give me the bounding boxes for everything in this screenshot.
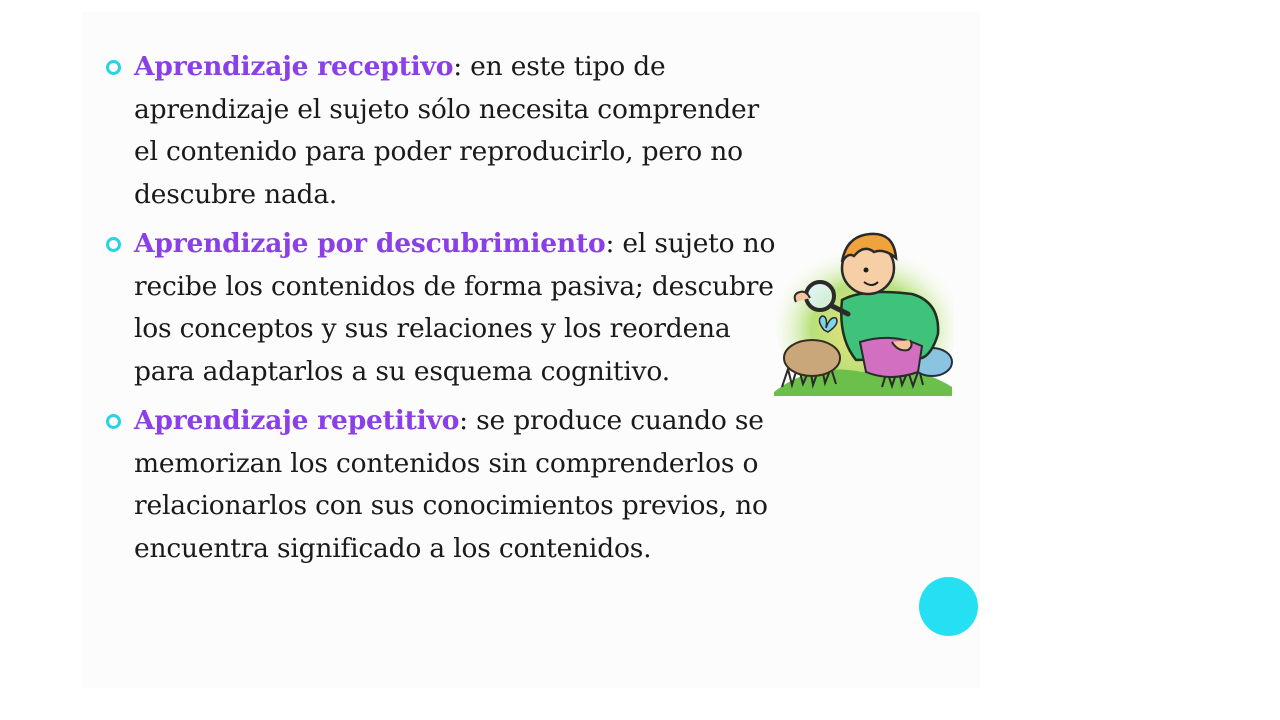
hollow-circle-bullet-icon [106, 414, 121, 429]
cyan-dot-icon [919, 577, 978, 636]
hollow-circle-bullet-icon [106, 60, 121, 75]
bullet-text: : en este tipo de aprendizaje el sujeto sólo necesita comprender el contenido para poder reproducirlo, pero no descubre nada. [134, 51, 759, 210]
hollow-circle-bullet-icon [106, 237, 121, 252]
bullet-item-receptivo [104, 46, 784, 216]
bullet-list [104, 46, 784, 577]
bullet-text: : el sujeto no recibe los contenidos de forma pasiva; descubre los conceptos y sus relaciones y los reordena para adaptarlos a su esquema cognitivo. [134, 228, 776, 387]
bullet-term: Aprendizaje repetitivo [134, 405, 460, 436]
bullet-text: : se produce cuando se memorizan los contenidos sin comprenderlos o relacionarlos con sus conocimientos previos, no encuentra significado a los contenidos. [134, 405, 768, 564]
boy-with-magnifying-glass-icon [772, 222, 954, 396]
bullet-term: Aprendizaje por descubrimiento [134, 228, 606, 259]
bullet-term: Aprendizaje receptivo [134, 51, 454, 82]
bullet-item-descubrimiento [104, 223, 784, 393]
bullet-item-repetitivo [104, 400, 784, 570]
